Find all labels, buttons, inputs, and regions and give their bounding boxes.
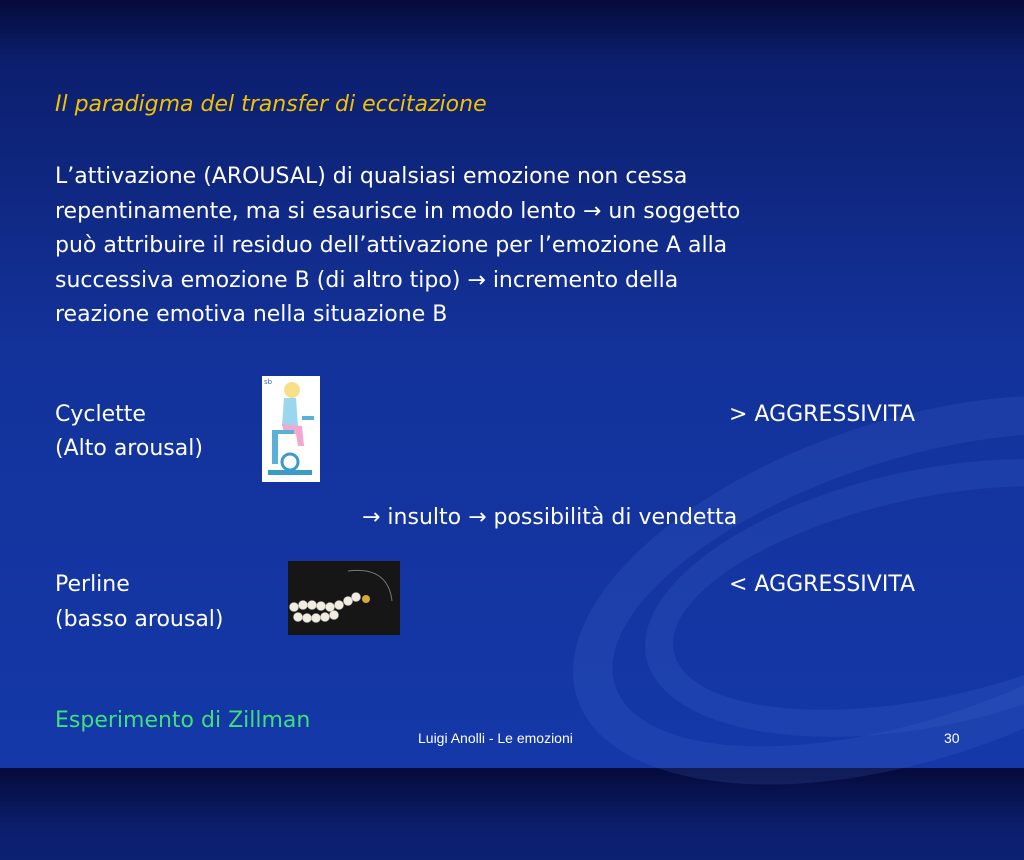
slide-title: Il paradigma del transfer di eccitazione: [55, 92, 487, 117]
experiment-label: Esperimento di Zillman: [55, 708, 311, 733]
pearls-image: [288, 561, 400, 635]
cyclette-image: [262, 376, 320, 482]
perline-result: < AGGRESSIVITA: [729, 572, 916, 597]
paragraph-line: successiva emozione B (di altro tipo) → incremento della: [55, 267, 679, 293]
perline-label: Perline: [55, 572, 130, 597]
slide-paragraph: [55, 160, 995, 333]
cyclette-label: Cyclette: [55, 402, 146, 427]
paragraph-line: reazione emotiva nella situazione B: [55, 302, 448, 327]
svg-text:sb: sb: [264, 378, 273, 386]
paragraph-line: L’attivazione (AROUSAL) di qualsiasi emozione non cessa: [55, 164, 688, 189]
paragraph-line: repentinamente, ma si esaurisce in modo lento → un soggetto: [55, 198, 741, 224]
exercise-bike-icon: [262, 376, 320, 482]
background-swirl-inner: [620, 413, 1024, 783]
paragraph-line: può attribuire il residuo dell’attivazione per l’emozione A alla: [55, 233, 728, 258]
cyclette-result: > AGGRESSIVITA: [729, 402, 916, 427]
footer-author: Luigi Anolli - Le emozioni: [418, 730, 573, 746]
middle-line: → insulto → possibilità di vendetta: [362, 505, 738, 530]
pearls-icon: [288, 561, 400, 635]
page-number: 30: [944, 730, 960, 746]
cyclette-arousal: (Alto arousal): [55, 436, 203, 461]
perline-arousal: (basso arousal): [55, 607, 224, 632]
